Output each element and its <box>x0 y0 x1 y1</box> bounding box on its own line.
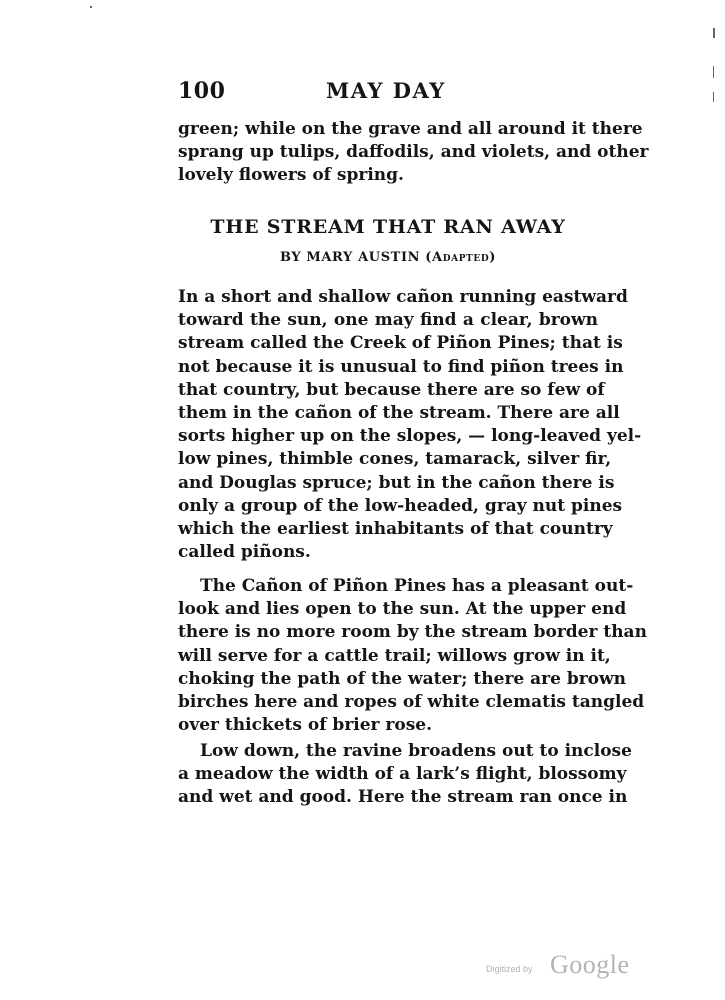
byline-author: BY MARY AUSTIN <box>280 250 421 265</box>
text-line: that country, but because there are so few of <box>178 379 605 400</box>
text-line: not because it is unusual to find piñon trees in <box>178 356 624 377</box>
text-line: Low down, the ravine broadens out to inclose <box>200 741 632 761</box>
text-line: there is no more room by the stream border than <box>178 622 647 643</box>
text-line: which the earliest inhabitants of that country <box>178 518 613 539</box>
scan-mark-right-2 <box>713 66 714 78</box>
text-line: birches here and ropes of white clematis tangled <box>178 691 645 712</box>
running-head <box>178 78 598 110</box>
text-line: The Cañon of Piñon Pines has a pleasant out- <box>200 576 634 596</box>
text-line: a meadow the width of a lark’s flight, blossomy <box>178 764 627 785</box>
scan-mark-right-1 <box>713 28 715 38</box>
text-line: green; while on the grave and all around it there <box>178 119 643 139</box>
text-line: them in the cañon of the stream. There are all <box>178 402 620 423</box>
text-line: toward the sun, one may find a clear, brown <box>178 310 598 331</box>
page-number: 100 <box>178 78 226 104</box>
byline <box>178 250 598 265</box>
text-line: only a group of the low-headed, gray nut pines <box>178 495 623 516</box>
text-line: sorts higher up on the slopes, — long-leaved yel- <box>178 426 642 447</box>
story-paragraph-2 <box>178 575 647 737</box>
text-line: low pines, thimble cones, tamarack, silver fir, <box>178 449 612 470</box>
text-line: stream called the Creek of Piñon Pines; that is <box>178 333 623 354</box>
text-line: look and lies open to the sun. At the upper end <box>178 599 627 620</box>
text-line: called piñons. <box>178 542 311 563</box>
text-line: In a short and shallow cañon running eastward <box>178 287 628 307</box>
scan-mark-top-left <box>90 6 92 8</box>
text-line: sprang up tulips, daffodils, and violets, and other <box>178 142 649 163</box>
scan-mark-right-3 <box>713 92 714 102</box>
text-line: will serve for a cattle trail; willows grow in it, <box>178 645 611 666</box>
byline-adapted: (Adapted) <box>425 250 496 265</box>
digitized-by-google-watermark <box>486 952 646 982</box>
watermark-digitized-text: Digitized by <box>486 964 533 974</box>
continued-paragraph <box>178 118 649 188</box>
text-line: over thickets of brier rose. <box>178 715 433 736</box>
text-line: and Douglas spruce; but in the cañon there is <box>178 472 615 493</box>
google-logo: Google <box>550 950 630 979</box>
story-paragraph-1 <box>178 286 642 564</box>
text-line: and wet and good. Here the stream ran once in <box>178 787 628 808</box>
running-title: MAY DAY <box>326 78 446 103</box>
story-title: THE STREAM THAT RAN AWAY <box>210 216 566 238</box>
text-line: choking the path of the water; there are brown <box>178 668 627 689</box>
text-line: lovely flowers of spring. <box>178 165 404 186</box>
story-paragraph-3 <box>178 740 632 810</box>
